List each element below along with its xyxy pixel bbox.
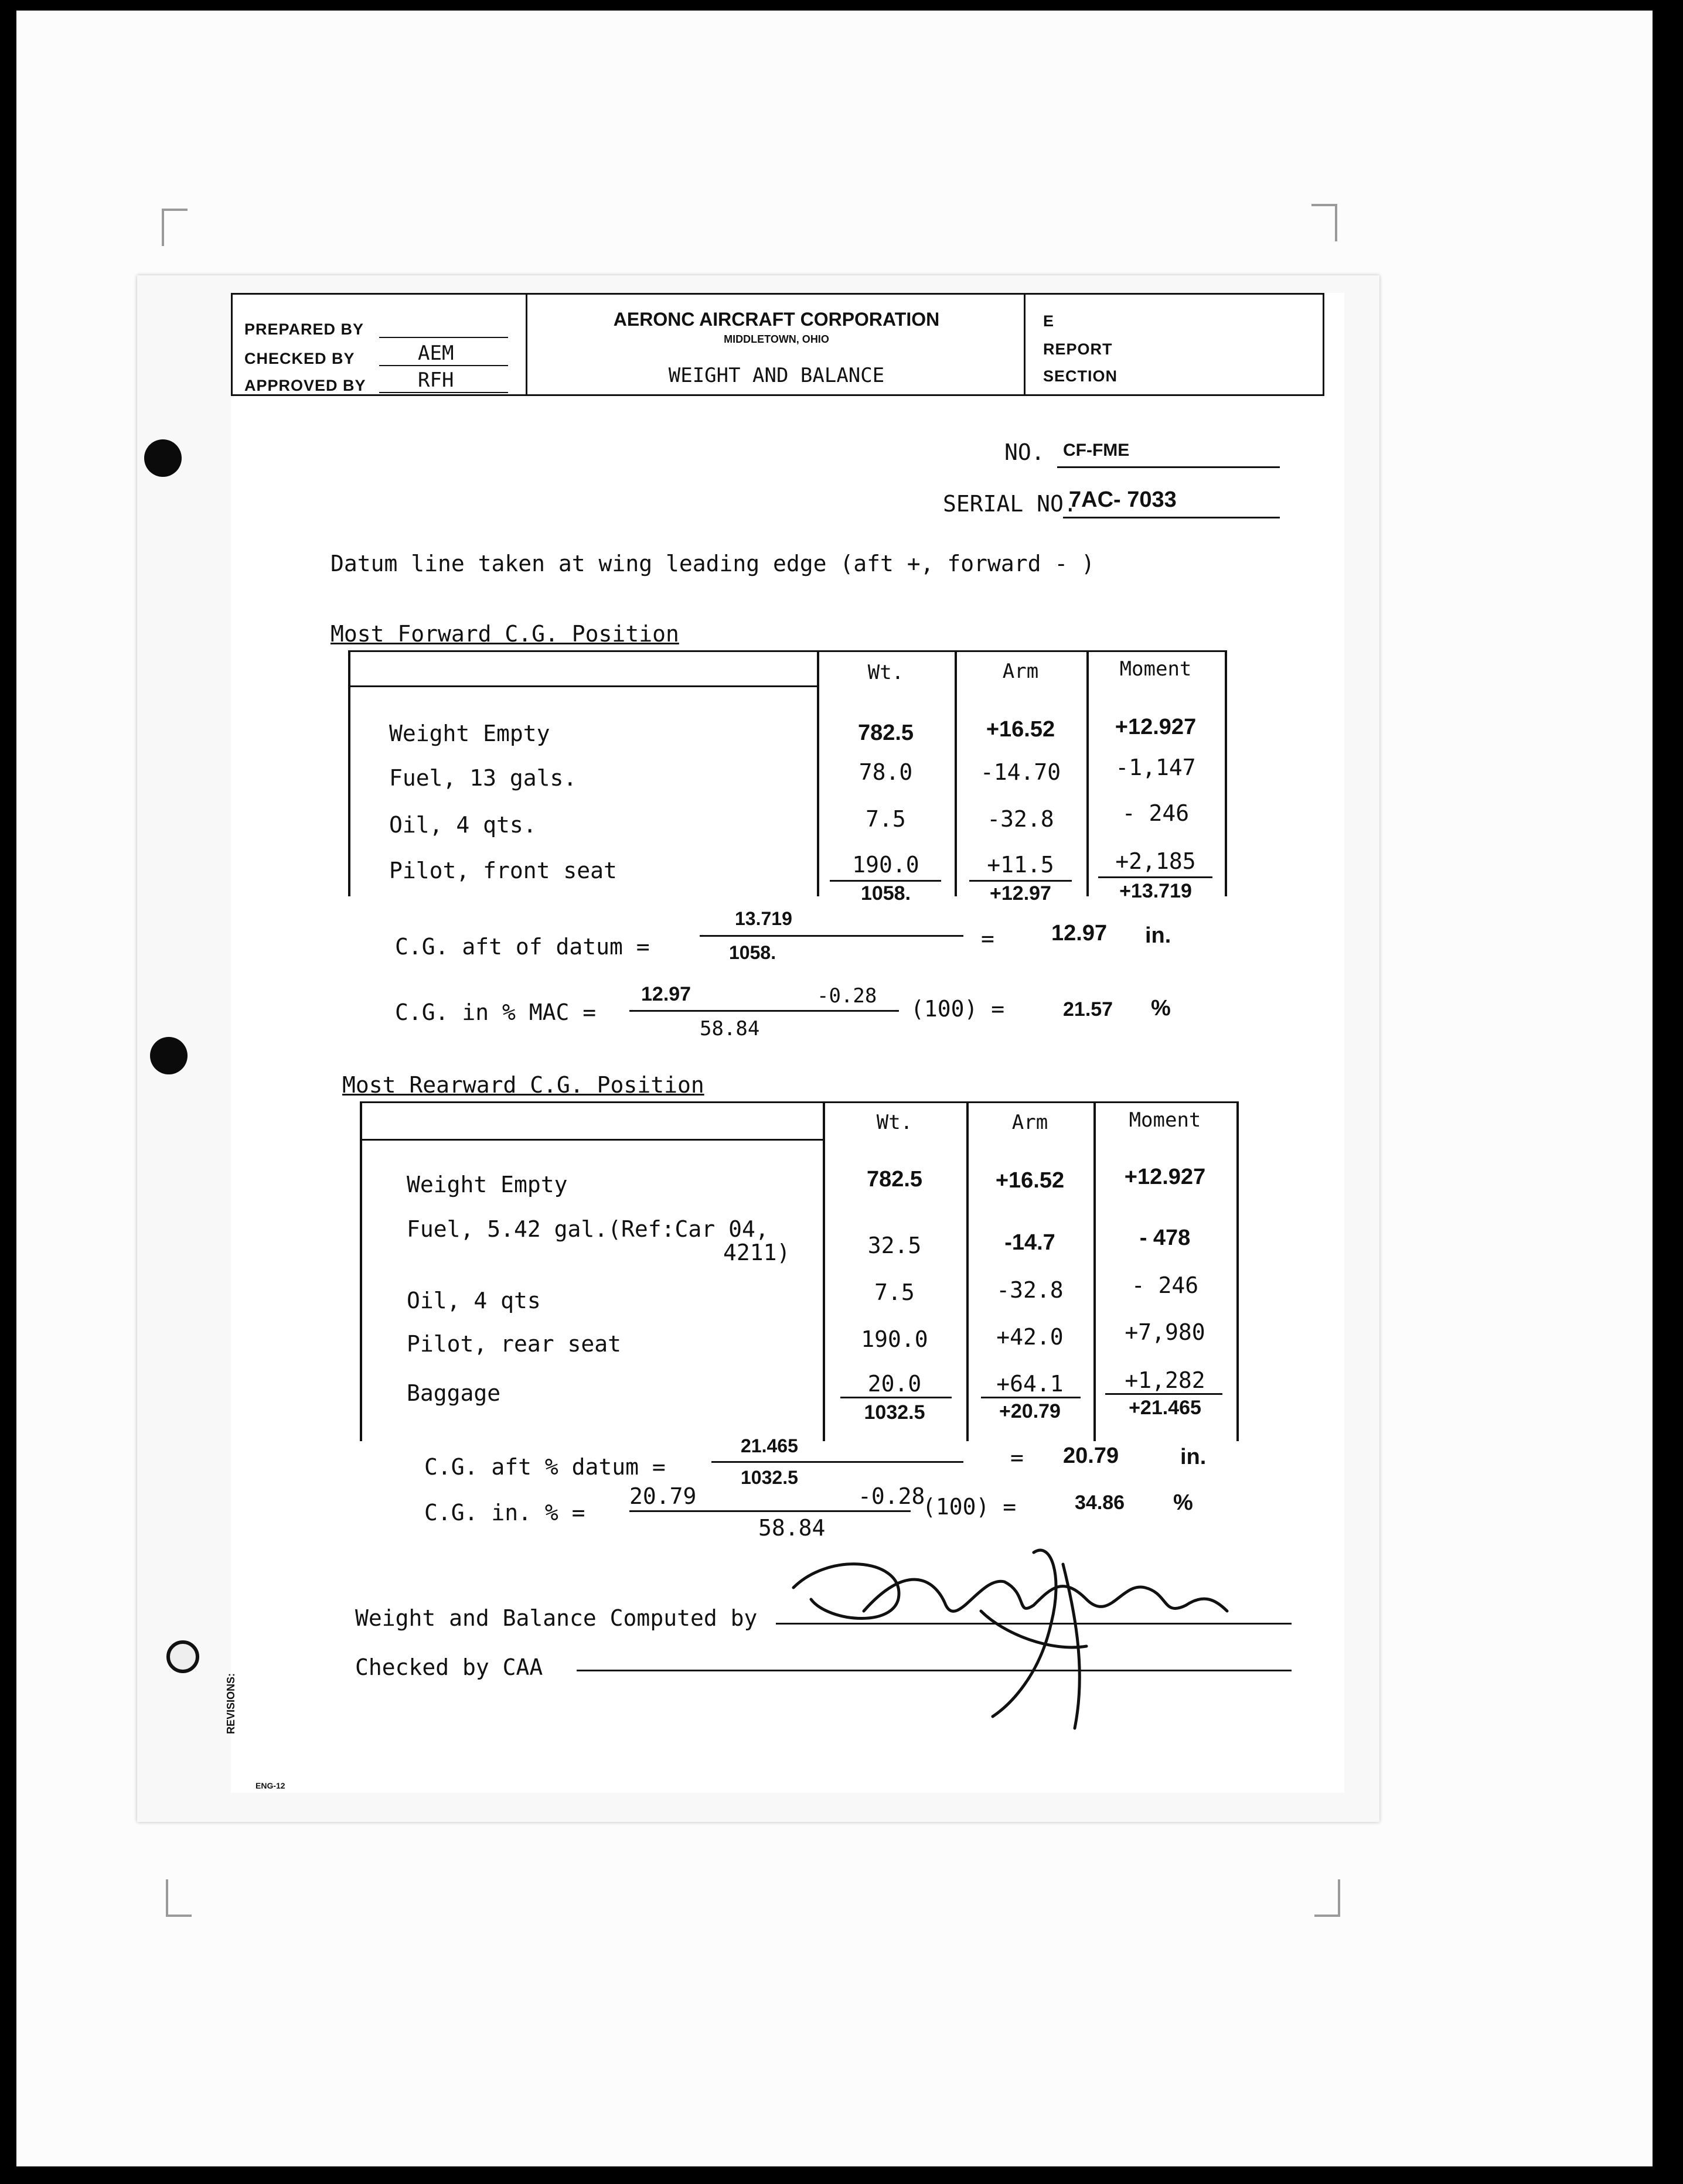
row-label: Weight Empty [389,721,550,746]
row-moment: +7,980 [1125,1319,1205,1345]
punch-hole [150,1037,188,1074]
crop-mark [1314,1879,1340,1917]
row-wt: 7.5 [874,1279,915,1305]
crop-mark [1311,204,1337,241]
col-header-wt: Wt. [867,661,904,684]
report-box-label-3: SECTION [1043,367,1118,385]
cg-result: 20.79 [1063,1444,1119,1468]
form-header [231,293,1324,396]
col-header-moment: Moment [1119,657,1192,681]
row-arm: +16.52 [986,717,1055,742]
row-moment: +1,282 [1125,1367,1205,1393]
row-label: Fuel, 13 gals. [389,765,577,791]
row-label-continued: 4211) [723,1240,791,1265]
row-arm: +42.0 [996,1324,1064,1350]
table-rule [360,1101,362,1441]
cg-numerator: 21.465 [741,1435,798,1456]
sum-rule [969,880,1072,882]
col-header-arm: Arm [1011,1111,1048,1134]
crop-mark [162,209,188,246]
cg-aft-label: C.G. aft % datum = [424,1454,666,1480]
serial-value: 7AC- 7033 [1069,487,1177,512]
row-wt: 7.5 [866,806,906,832]
sum-rule [840,1397,952,1398]
handwritten-signature [758,1541,1286,1734]
sum-rule [830,880,941,882]
reg-no-value: CF-FME [1063,441,1130,460]
report-box-label-2: REPORT [1043,340,1113,358]
row-wt: 190.0 [861,1326,928,1352]
row-label: Pilot, rear seat [407,1331,622,1357]
row-arm: -14.7 [1004,1230,1055,1255]
row-arm: -32.8 [987,806,1054,832]
document-title: WEIGHT AND BALANCE [668,364,885,387]
total-arm: +12.97 [990,882,1051,905]
datum-statement: Datum line taken at wing leading edge (aft +, forward - ) [331,551,1095,576]
title-box [527,295,1026,394]
row-moment: - 246 [1131,1272,1199,1298]
cg-equals: = [981,926,994,951]
row-wt: 782.5 [866,1167,923,1192]
row-arm: -14.70 [980,759,1061,785]
total-arm: +20.79 [999,1400,1061,1422]
form-code: ENG-12 [255,1781,285,1790]
row-wt: 190.0 [852,852,919,878]
mac-numerator-b: -0.28 [858,1483,925,1509]
report-box [1024,295,1324,394]
mac-denominator: 58.84 [758,1515,826,1541]
total-wt: 1058. [860,882,911,905]
row-arm: +64.1 [996,1371,1064,1397]
cg-denominator: 1032.5 [741,1467,798,1488]
table-rule [1236,1101,1239,1441]
row-moment: +2,185 [1115,848,1196,874]
cg-aft-label: C.G. aft of datum = [395,934,650,960]
table-rule [360,1139,823,1141]
prepared-by-line [379,337,508,338]
row-moment: +12.927 [1115,715,1197,739]
col-header-moment: Moment [1129,1108,1201,1132]
checked-by-line [379,365,508,366]
mac-label: C.G. in % MAC = [395,999,597,1025]
computed-by-label: Weight and Balance Computed by [355,1605,758,1631]
mac-numerator-b: -0.28 [817,984,877,1008]
form-page [225,293,1344,1793]
row-arm: -32.8 [996,1277,1064,1303]
sum-rule [981,1397,1081,1398]
total-moment: +13.719 [1119,880,1192,902]
company-city: MIDDLETOWN, OHIO [724,333,829,345]
punch-hole [166,1640,199,1673]
punch-hole [144,439,182,477]
row-label: Weight Empty [407,1172,568,1197]
row-wt: 78.0 [858,759,913,785]
sum-rule [1105,1393,1222,1395]
forward-section-title: Most Forward C.G. Position [331,621,679,647]
row-moment: - 246 [1122,800,1190,826]
row-label: Fuel, 5.42 gal.(Ref:Car 04, [407,1216,769,1242]
checked-by-value: AEM [418,342,454,365]
rearward-section-title: Most Rearward C.G. Position [342,1072,704,1098]
cg-equals: = [1010,1445,1024,1470]
cg-denominator: 1058. [729,942,776,963]
row-moment: - 478 [1139,1226,1191,1250]
report-box-label-1: E [1043,312,1055,330]
approved-by-label: APPROVED BY [244,377,366,394]
mac-numerator-a: 12.97 [641,983,691,1005]
fraction-bar [711,1461,963,1463]
row-wt: 782.5 [857,721,914,745]
revisions-label: REVISIONS: [225,1673,237,1734]
mac-multiplier: (100) = [922,1494,1017,1520]
row-arm: +16.52 [995,1168,1065,1193]
table-rule [360,1101,1239,1103]
mac-result: 34.86 [1075,1492,1125,1514]
crop-mark [166,1879,192,1917]
row-wt: 32.5 [867,1233,922,1258]
row-label: Pilot, front seat [389,858,617,883]
row-moment: -1,147 [1115,755,1196,780]
company-name: AERONC AIRCRAFT CORPORATION [613,309,940,330]
cg-numerator: 13.719 [735,908,792,929]
cg-unit: in. [1180,1445,1207,1469]
mac-label: C.G. in. % = [424,1500,585,1526]
mac-numerator-a: 20.79 [629,1483,697,1509]
fraction-bar [700,935,963,937]
approved-by-value: RFH [418,368,454,392]
mac-unit: % [1151,996,1171,1021]
checked-by-label: CHECKED BY [244,350,355,367]
row-wt: 20.0 [867,1371,922,1397]
table-rule [348,650,1227,652]
col-header-arm: Arm [1002,660,1039,683]
cg-unit: in. [1145,923,1171,948]
table-rule [348,650,350,896]
reg-no-label: NO. [1004,439,1045,465]
row-label: Oil, 4 qts [407,1288,541,1313]
prepared-by-label: PREPARED BY [244,320,364,338]
mac-multiplier: (100) = [911,996,1005,1022]
fraction-bar [629,1510,911,1512]
serial-label: SERIAL NO. [943,491,1077,517]
row-moment: +12.927 [1124,1165,1206,1189]
row-arm: +11.5 [987,852,1054,878]
table-rule [348,685,817,687]
approved-by-line [379,392,508,393]
mac-result: 21.57 [1063,998,1113,1021]
cg-result: 12.97 [1051,921,1108,946]
fraction-bar [629,1010,899,1012]
checked-caa-label: Checked by CAA [355,1654,543,1680]
document-sheet [137,275,1379,1822]
signoff-box [233,295,527,394]
mac-unit: % [1173,1490,1193,1515]
reg-no-line [1057,466,1280,468]
mac-denominator: 58.84 [700,1017,760,1040]
serial-line [1063,517,1280,518]
total-moment: +21.465 [1129,1397,1201,1419]
col-header-wt: Wt. [876,1111,913,1134]
row-label: Oil, 4 qts. [389,812,537,838]
total-wt: 1032.5 [864,1401,925,1424]
row-label: Baggage [407,1380,501,1406]
table-rule [1225,650,1227,896]
sum-rule [1098,876,1212,878]
